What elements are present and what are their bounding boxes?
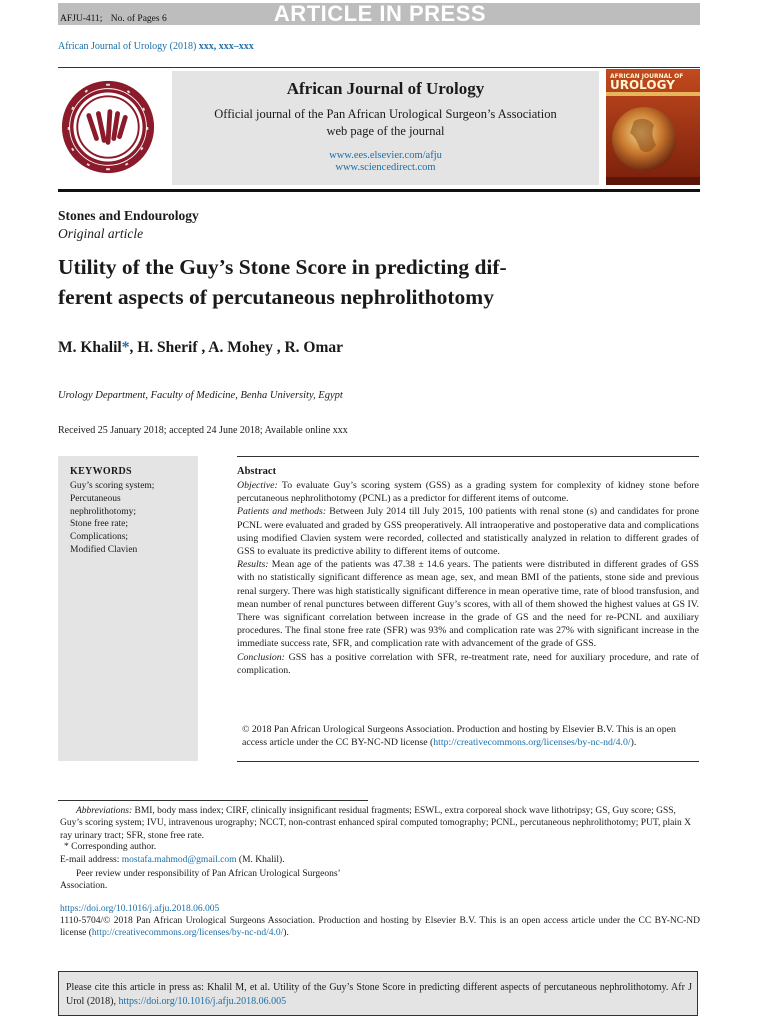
received-dates: Received 25 January 2018; accepted 24 June 2018; Available online xxx: [58, 425, 348, 436]
cite-body: Please cite this article in press as: Khalil M, et al. Utility of the Guy’s Stone Score in predicting different aspects of percutaneous nephrolithotomy. Afr J Urol (2018),: [66, 982, 692, 1007]
article-title-line2: ferent aspects of percutaneous nephrolithotomy: [58, 285, 494, 309]
cover-title-top: AFRICAN JOURNAL OF: [610, 73, 684, 80]
page-count: No. of Pages 6: [110, 14, 167, 24]
keyword-item: Stone free rate;: [70, 519, 129, 530]
abbreviations-text: BMI, body mass index; CIRF, clinically insignificant residual fragments; ESWL, extra corporeal shock wave lithotripsy; GS, Guy score; GSS, Guy’s scoring system; IVU, intravenous urography; NCCT, non-contrast enhanced spiral computed tomography; PCNL, percutaneous nephrolithotomy; PUT, plain X ray urinary tract; SFR, stone free rate.: [60, 806, 692, 841]
article-in-press-banner: ARTICLE IN PRESS: [273, 1, 487, 26]
abbreviations-footnote: [60, 805, 700, 842]
journal-cover-image: [606, 69, 700, 185]
cite-text: [66, 981, 692, 1008]
journal-webpage-label: web page of the journal: [326, 124, 445, 138]
affiliation: Urology Department, Faculty of Medicine, Benha University, Egypt: [58, 390, 343, 401]
corresponding-author-note: * Corresponding author.: [64, 842, 157, 852]
journal-url-ees[interactable]: www.ees.elsevier.com/afju: [329, 150, 442, 161]
keyword-item: Guy’s scoring system;: [70, 481, 155, 491]
section-label: Stones and Endourology: [58, 208, 199, 223]
author-others: , H. Sherif , A. Mohey , R. Omar: [129, 339, 344, 356]
methods-text: Between July 2014 till July 2015, 100 patients with renal stone (s) and candidates for prone PCNL were evaluated and graded by GSS preoperatively. All intraoperative and postoperative data and complications using modified Clavien system were recorded, collected and statistically analyzed in relation to different grades of GSS to evaluate its predictive ability to different items of outcome.: [237, 506, 699, 558]
abstract-copyright: [242, 723, 699, 749]
peer-review-text: Peer review under responsibility of Pan African Urological Surgeons’ Association.: [60, 869, 341, 892]
keyword-item: Complications;: [70, 532, 129, 543]
footnote-rule: [58, 800, 368, 801]
article-title-line1: Utility of the Guy’s Stone Score in predicting dif-: [58, 255, 507, 279]
email-link[interactable]: mostafa.mahmod@gmail.com: [121, 855, 237, 865]
journal-links: [172, 150, 599, 174]
cite-doi-link[interactable]: https://doi.org/10.1016/j.afju.2018.06.005: [118, 995, 287, 1007]
journal-url-sciencedirect[interactable]: www.sciencedirect.com: [335, 162, 436, 173]
keyword-item: Percutaneous: [70, 493, 121, 504]
journal-subtitle: [172, 106, 599, 140]
email-label: E-mail address:: [60, 855, 122, 865]
doi-link[interactable]: https://doi.org/10.1016/j.afju.2018.06.005: [60, 904, 220, 914]
abbreviations-label: Abbreviations:: [76, 806, 133, 816]
cover-title-main: UROLOGY: [610, 78, 675, 92]
journal-subtitle-line: Official journal of the Pan African Urological Surgeon’s Association: [214, 107, 557, 121]
conclusion-label: Conclusion:: [237, 651, 285, 663]
methods-label: Patients and methods:: [237, 506, 327, 518]
abstract-rule-bottom: [237, 761, 699, 762]
journal-citation[interactable]: [58, 41, 254, 52]
conclusion-text: GSS has a positive correlation with SFR, re-treatment rate, need for auxiliary procedure, and rate of complication.: [237, 651, 699, 676]
issn-end: ).: [283, 928, 289, 939]
keywords-list: [70, 480, 194, 557]
article-type: Original article: [58, 226, 144, 241]
results-text: Mean age of the patients was 47.38 ± 14.6 years. The patients were distributed in different grades of GSS with no statistically significant difference as mean age, sex, and mean BMI of the patients, stone side and previous renal surgery. There was high statistically significant difference in mean operative time, rate of blood transfusion, and mean number of renal punctures between different Guy’s scores, with all of them showed the highest values at GS IV. There was significant correlation between increase in the grade of GS and the need for re-PCNL and auxiliary procedures. The final stone free rate (SFR) was 93% and complication rate was 27% with significant increase in the immediate success rate, SFR, and complication rate with advancement of the grade of GSS.: [237, 559, 699, 650]
corresponding-author-link[interactable]: *: [121, 339, 130, 356]
objective-text: To evaluate Guy’s scoring system (GSS) as a grading system for complexity of kidney stone before percutaneous nephrolithotomy (PCNL) as a predictor for different items of outcome.: [237, 480, 699, 505]
copyright-end: ).: [630, 737, 637, 749]
article-title: [58, 252, 628, 312]
abstract-body: [237, 479, 699, 677]
journal-name: African Journal of Urology: [286, 79, 485, 98]
abstract-heading: Abstract: [237, 466, 277, 477]
license-link[interactable]: http://creativecommons.org/licenses/by-nc-nd/4.0/: [433, 737, 631, 749]
keyword-item: Modified Clavien: [70, 544, 138, 555]
issn-license-link[interactable]: http://creativecommons.org/licenses/by-nc-nd/4.0/: [91, 928, 284, 939]
author-primary: M. Khalil: [58, 339, 122, 356]
email-footnote: [60, 855, 285, 865]
manuscript-id: AFJU-411;: [60, 14, 103, 24]
keywords-heading: KEYWORDS: [70, 466, 132, 477]
abstract-rule-top: [237, 456, 699, 457]
email-suffix: (M. Khalil).: [236, 855, 285, 865]
author-list: [58, 339, 343, 357]
issn-text: 1110-5704/© 2018 Pan African Urological Surgeons Association. Production and hosting by Elsevier B.V. This is an open access article under the CC BY-NC-ND license (: [60, 916, 700, 939]
header-rule-top: [58, 67, 700, 68]
copyright-text: © 2018 Pan African Urological Surgeons Association. Production and hosting by Elsevier B.V. This is an open access article under the CC BY-NC-ND license (: [242, 724, 676, 749]
journal-citation-pages[interactable]: xxx, xxx–xxx: [198, 41, 254, 52]
keyword-item: nephrolithotomy;: [70, 506, 136, 517]
pausa-logo-icon: [60, 79, 156, 175]
objective-label: Objective:: [237, 480, 278, 491]
results-label: Results:: [237, 559, 269, 571]
peer-review-note: [60, 868, 380, 893]
header-rule-bottom: [58, 189, 700, 192]
journal-citation-name[interactable]: African Journal of Urology (2018): [58, 41, 197, 52]
issn-copyright: [60, 915, 700, 940]
